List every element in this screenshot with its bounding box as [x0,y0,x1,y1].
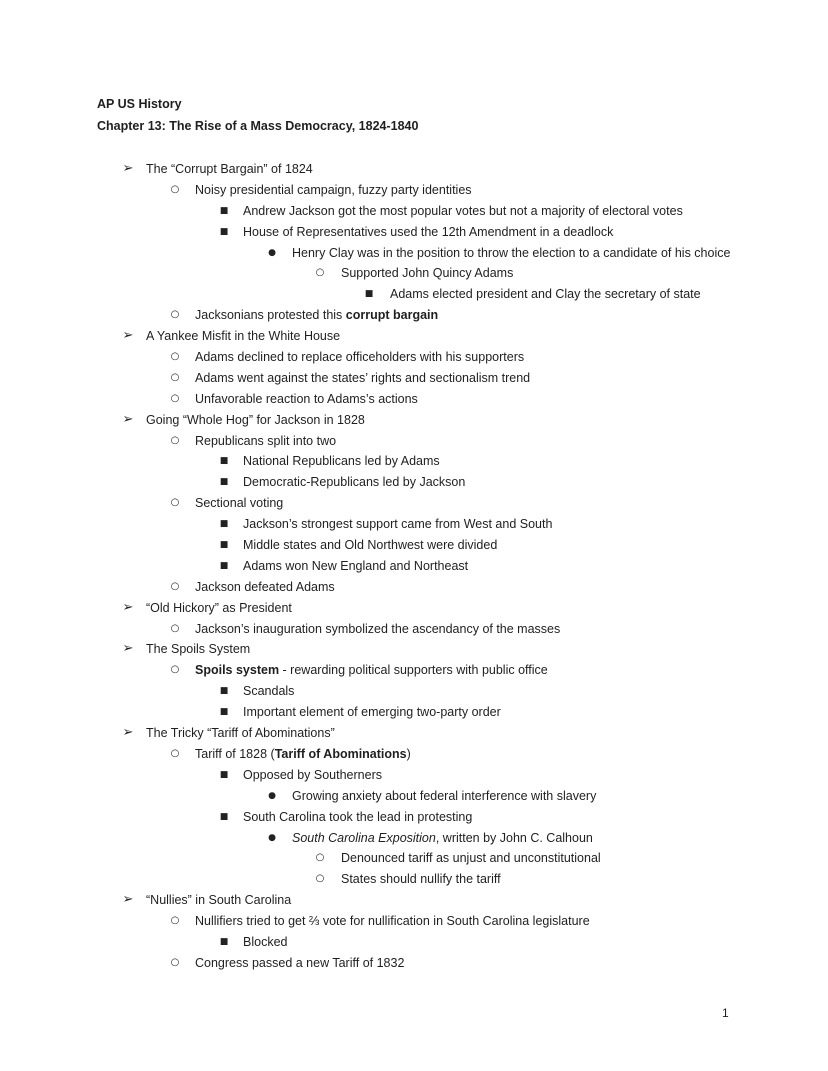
text-segment: Spoils system [195,663,280,678]
square-bullet-icon: ■ [219,936,229,947]
text-segment: Democratic-Republicans led by Jackson [243,475,466,490]
outline-item-level-1 [0,953,828,974]
text-segment: Adams went against the states’ rights and sectionalism trend [195,370,531,385]
outline-item-level-0 [0,410,828,431]
square-bullet-icon: ■ [219,205,229,216]
outline-item-text [243,681,294,702]
course-title: AP US History [97,97,182,111]
arrow-bullet-icon: ➢ [122,641,134,657]
page-number: 1 [722,1006,729,1020]
outline-item-level-3 [0,243,828,264]
text-segment: Adams elected president and Clay the secretary of state [390,287,701,302]
text-segment: corrupt bargain [345,308,439,323]
outline-item-text [146,410,365,431]
outline-item-text [195,389,418,410]
outline-item-level-0 [0,639,828,660]
text-segment: Tariff of 1828 ( [195,746,275,761]
outline-item-level-1 [0,493,828,514]
square-bullet-icon: ■ [219,707,229,718]
outline-item-text [292,786,596,807]
outline-item-text [243,765,382,786]
text-segment: Growing anxiety about federal interference with slavery [292,788,597,803]
text-segment: The “Corrupt Bargain” of 1824 [146,162,313,176]
outline-item-text [390,284,701,305]
outline-item-text [195,953,404,974]
arrow-bullet-icon: ➢ [122,328,134,344]
circle-bullet-icon: ○ [170,664,180,676]
outline-item-level-2 [0,807,828,828]
outline-item-level-2 [0,451,828,472]
outline-item-level-2 [0,556,828,577]
outline-item-text [195,493,283,514]
outline-item-level-2 [0,535,828,556]
outline-item-text [195,619,560,640]
text-segment: Jacksonians protested this [195,308,346,323]
circle-bullet-icon: ○ [170,622,180,634]
outline-item-level-0 [0,598,828,619]
outline-item-text [243,807,472,828]
outline-item-text [341,869,501,890]
dot-bullet-icon: ● [268,832,276,843]
arrow-bullet-icon: ➢ [122,411,134,427]
outline-item-level-2 [0,932,828,953]
text-segment: Opposed by Southerners [243,767,382,782]
outline-item-text [195,431,336,452]
outline-item-text [195,744,411,765]
chapter-title: Chapter 13: The Rise of a Mass Democracy, 1824-1840 [97,119,419,133]
square-bullet-icon: ■ [219,540,229,551]
outline-item-level-1 [0,180,828,201]
outline-item-level-2 [0,702,828,723]
outline-item-text [146,890,291,911]
outline-item-text [243,535,497,556]
outline-item-text [146,639,250,660]
outline-item-text [243,702,501,723]
text-segment: Jackson’s strongest support came from West and South [243,517,553,532]
outline-item-text [243,201,683,222]
arrow-bullet-icon: ➢ [122,725,134,741]
text-segment: Congress passed a new Tariff of 1832 [195,955,405,970]
text-segment: Middle states and Old Northwest were divided [243,538,498,553]
text-segment: , written by John C. Calhoun [435,830,593,845]
text-segment: Blocked [243,934,288,949]
text-segment: ) [406,746,411,761]
outline-item-level-3 [0,828,828,849]
circle-bullet-icon: ○ [170,915,180,927]
outline-item-text [146,159,313,180]
circle-bullet-icon: ○ [170,497,180,509]
text-segment: Henry Clay was in the position to throw the election to a candidate of his choice [292,245,731,260]
outline-item-text [195,305,438,326]
outline-item-text [146,723,335,744]
outline-list [0,159,828,974]
outline-item-text [195,660,548,681]
text-segment: House of Representatives used the 12th Amendment in a deadlock [243,224,614,239]
circle-bullet-icon: ○ [315,873,325,885]
outline-item-level-4 [0,869,828,890]
outline-item-level-1 [0,347,828,368]
arrow-bullet-icon: ➢ [122,161,134,176]
circle-bullet-icon: ○ [170,956,180,968]
outline-item-level-5 [0,284,828,305]
outline-item-level-1 [0,431,828,452]
outline-item-level-0 [0,159,828,180]
outline-item-level-1 [0,577,828,598]
outline-item-level-1 [0,619,828,640]
square-bullet-icon: ■ [219,686,229,697]
text-segment: “Old Hickory” as President [146,600,292,615]
outline-item-text [341,848,601,869]
square-bullet-icon: ■ [219,477,229,488]
outline-item-level-3 [0,786,828,807]
square-bullet-icon: ■ [219,456,229,467]
outline-item-level-2 [0,222,828,243]
outline-item-level-0 [0,890,828,911]
outline-item-level-1 [0,368,828,389]
outline-item-level-1 [0,744,828,765]
outline-item-text [195,577,335,598]
outline-item-text [195,911,590,932]
text-segment: - rewarding political supporters with public office [279,663,548,678]
square-bullet-icon: ■ [219,811,229,822]
outline-item-level-2 [0,514,828,535]
text-segment: The Spoils System [146,642,251,657]
outline-item-text [243,556,468,577]
text-segment: Important element of emerging two-party order [243,705,501,720]
circle-bullet-icon: ○ [170,747,180,759]
outline-item-text [243,514,552,535]
text-segment: South Carolina took the lead in protesting [243,809,473,824]
text-segment: Unfavorable reaction to Adams’s actions [195,391,418,406]
circle-bullet-icon: ○ [170,371,180,383]
outline-item-text [243,451,440,472]
outline-item-level-0 [0,326,828,347]
outline-item-text [146,598,292,619]
dot-bullet-icon: ● [268,247,276,258]
text-segment: Noisy presidential campaign, fuzzy party identities [195,182,472,197]
arrow-bullet-icon: ➢ [122,892,134,908]
text-segment: Denounced tariff as unjust and unconstitutional [341,851,601,866]
square-bullet-icon: ■ [219,769,229,780]
outline-item-text [195,347,524,368]
square-bullet-icon: ■ [219,519,229,530]
outline-item-text [292,243,730,264]
outline-item-level-1 [0,389,828,410]
text-segment: National Republicans led by Adams [243,454,440,469]
square-bullet-icon: ■ [364,289,374,300]
arrow-bullet-icon: ➢ [122,599,134,615]
text-segment: Adams declined to replace officeholders with his supporters [195,350,525,365]
outline-item-text [243,932,287,953]
text-segment: Jackson defeated Adams [195,579,335,594]
outline-item-level-1 [0,305,828,326]
outline-item-text [195,180,472,201]
outline-item-level-2 [0,472,828,493]
outline-item-text [195,368,530,389]
circle-bullet-icon: ○ [315,852,325,864]
text-segment: Tariff of Abominations [274,746,407,761]
circle-bullet-icon: ○ [170,392,180,404]
circle-bullet-icon: ○ [170,580,180,592]
text-segment: A Yankee Misfit in the White House [146,329,341,344]
dot-bullet-icon: ● [268,790,276,801]
text-segment: Jackson’s inauguration symbolized the ascendancy of the masses [195,621,561,636]
outline-item-level-1 [0,660,828,681]
text-segment: South Carolina Exposition [292,830,436,845]
outline-item-text [292,828,593,849]
text-segment: Scandals [243,684,295,699]
outline-item-text [146,326,340,347]
outline-item-level-4 [0,848,828,869]
text-segment: States should nullify the tariff [341,872,501,887]
text-segment: Sectional voting [195,496,284,511]
circle-bullet-icon: ○ [315,267,325,279]
text-segment: Nullifiers tried to get ⅔ vote for nullification in South Carolina legislature [195,914,590,929]
outline-item-level-1 [0,911,828,932]
text-segment: Republicans split into two [195,433,337,448]
outline-item-level-2 [0,201,828,222]
outline-item-text [341,263,513,284]
text-segment: Going “Whole Hog” for Jackson in 1828 [146,412,365,427]
outline-item-level-4 [0,263,828,284]
text-segment: “Nullies” in South Carolina [146,893,292,908]
circle-bullet-icon: ○ [170,351,180,363]
circle-bullet-icon: ○ [170,434,180,446]
outline-item-level-2 [0,681,828,702]
square-bullet-icon: ■ [219,560,229,571]
text-segment: The Tricky “Tariff of Abominations” [146,726,335,741]
outline-item-level-2 [0,765,828,786]
outline-item-text [243,222,613,243]
text-segment: Supported John Quincy Adams [341,266,514,281]
outline-item-level-0 [0,723,828,744]
text-segment: Andrew Jackson got the most popular votes but not a majority of electoral votes [243,203,683,218]
outline-item-text [243,472,465,493]
square-bullet-icon: ■ [219,226,229,237]
circle-bullet-icon: ○ [170,309,180,321]
circle-bullet-icon: ○ [170,183,180,195]
text-segment: Adams won New England and Northeast [243,558,469,573]
